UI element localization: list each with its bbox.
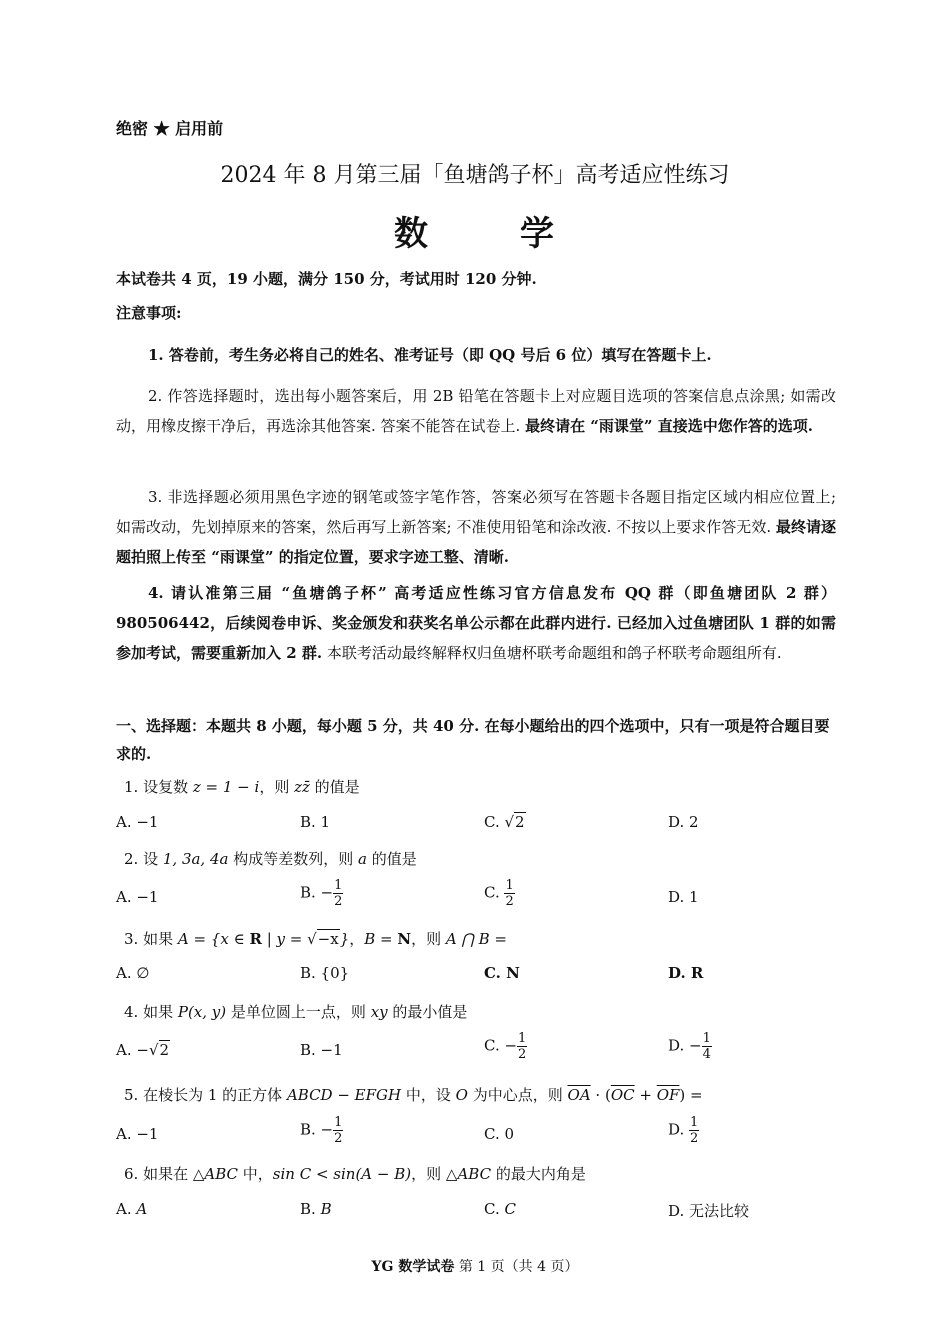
notice-3-bold: 最终请逐题拍照上传至 “雨课堂” 的指定位置，要求字迹工整、清晰.	[116, 518, 836, 566]
q5-option-b[interactable]	[300, 1115, 343, 1146]
q6-b-label: B.	[300, 1200, 321, 1218]
frac-den: 2	[690, 1131, 699, 1146]
frac-den: 4	[702, 1047, 711, 1062]
q1-mid: ，则	[259, 778, 295, 796]
q3-math-d: }	[339, 930, 350, 948]
q3-mid2: ，则	[411, 930, 446, 948]
q6-mid: 中，	[238, 1165, 273, 1183]
q2-b-label: B. −	[300, 883, 334, 902]
frac-den: 2	[334, 894, 343, 909]
q5-vector-oa: $\overline{OA}$	[567, 1086, 591, 1104]
q6-c-label: C.	[484, 1200, 505, 1218]
q4-option-a[interactable]: A. −√2	[116, 1041, 170, 1059]
frac-num: 1	[334, 878, 343, 893]
q4-math: P(x, y)	[177, 1003, 227, 1021]
subject-char-2: 学	[520, 214, 556, 254]
q5-option-c[interactable]: C. 0	[484, 1125, 515, 1143]
q6-option-d[interactable]: D. 无法比较	[668, 1202, 750, 1220]
q5-d-label: D.	[668, 1120, 690, 1139]
notice-3-text: 3. 非选择题必须用黑色字迹的钢笔或签字笔作答，答案必须写在答题卡各题目指定区域内相应位置上; 如需改动，先划掉原来的答案，然后再写上新答案; 不准使用铅笔和涂改液. 不按以上要求作答无效.	[116, 488, 836, 536]
q6-b-var: B	[320, 1200, 332, 1218]
q6-option-a[interactable]	[116, 1200, 147, 1218]
q2-math: 1, 3a, 4a	[162, 850, 229, 868]
notice-heading: 注意事项:	[116, 304, 182, 322]
q3-math-a: A = {x ∈	[177, 930, 250, 948]
q5-vector-oc: $\overline{OC}$	[610, 1086, 635, 1104]
question-5	[124, 1084, 703, 1105]
q1-option-d[interactable]: D. 2	[668, 813, 699, 831]
q5-math2: O	[455, 1086, 468, 1104]
q5-stem: 5. 在棱长为 1 的正方体	[124, 1086, 287, 1104]
q6-c-var: C	[504, 1200, 516, 1218]
notice-1	[116, 340, 836, 370]
notice-4-bold: 4. 请认准第三届 “鱼塘鸽子杯” 高考适应性练习官方信息发布 QQ 群（即鱼塘团队 2 群）980506442，后续阅卷申诉、奖金颁发和获奖名单公示都在此群内进行. 已经加入过鱼塘团队 1 群的如需参加考试，需要重新加入 2 群.	[116, 584, 836, 662]
exam-title: 2024 年 8 月第三届「鱼塘鸽子杯」高考适应性练习	[220, 163, 730, 188]
frac-den: 2	[334, 1131, 343, 1146]
q6-option-c[interactable]	[484, 1200, 516, 1218]
question-2	[124, 848, 417, 869]
q3-math-e: B =	[364, 930, 398, 948]
q3-radicand: −x	[317, 930, 339, 948]
q1-c-label: C.	[484, 813, 505, 831]
q1-option-c[interactable]: C. √2	[484, 813, 525, 831]
q5-post: ) =	[679, 1086, 703, 1104]
q6-a-label: A.	[116, 1200, 137, 1218]
notice-2-text: 2. 作答选择题时，选出每小题答案后，用 2B 铅笔在答题卡上对应题目选项的答案信息点涂黑; 如需改动，用橡皮擦干净后，再选涂其他答案. 答案不能答在试卷上.	[116, 387, 836, 435]
q4-math2: xy	[370, 1003, 388, 1021]
footer-title: YG 数学试卷	[371, 1259, 455, 1275]
q2-option-d[interactable]: D. 1	[668, 888, 699, 906]
q6-math2: sin C < sin(A − B)	[272, 1165, 412, 1183]
q6-stem: 6. 如果在	[124, 1165, 193, 1183]
notice-1-text: 1. 答卷前，考生务必将自己的姓名、准考证号（即 QQ 号后 6 位）填写在答题卡上.	[148, 346, 712, 364]
q3-stem: 3. 如果	[124, 930, 178, 948]
q2-var: a	[358, 850, 367, 868]
frac-num: 1	[505, 878, 514, 893]
subject-char-1: 数	[394, 214, 430, 254]
q4-d-fraction	[702, 1031, 712, 1062]
q1-math2: zz̄	[294, 778, 310, 796]
exam-info-line: 本试卷共 4 页，19 小题，满分 150 分，考试用时 120 分钟.	[116, 270, 537, 288]
frac-num: 1	[518, 1031, 527, 1046]
notice-3	[116, 482, 836, 572]
q6-math: △ABC	[192, 1165, 239, 1183]
q3-option-d[interactable]: D. R	[668, 964, 704, 982]
q2-c-fraction	[504, 878, 514, 909]
q1-post: 的值是	[309, 778, 360, 796]
q2-b-fraction	[333, 878, 343, 909]
q1-c-radicand: 2	[515, 813, 525, 831]
q4-post: 的最小值是	[387, 1003, 468, 1021]
page-footer	[0, 1256, 950, 1276]
q6-a-var: A	[136, 1200, 148, 1218]
frac-den: 2	[518, 1047, 527, 1062]
q1-option-b[interactable]: B. 1	[300, 813, 331, 831]
q4-c-label: C. −	[484, 1036, 518, 1055]
q4-a-radicand: 2	[159, 1041, 170, 1059]
q5-mid: 中，设	[401, 1086, 456, 1104]
q6-math3: △ABC	[445, 1165, 492, 1183]
q5-vector-of: $\overline{OF}$	[656, 1086, 680, 1104]
q4-stem: 4. 如果	[124, 1003, 178, 1021]
notice-2	[116, 381, 836, 441]
q4-a-label: A. −	[116, 1041, 149, 1059]
q2-option-c[interactable]	[484, 878, 515, 909]
q4-mid: 是单位圆上一点，则	[226, 1003, 371, 1021]
q5-mid2: 为中心点，则	[467, 1086, 568, 1104]
q3-mid: ，	[349, 930, 365, 948]
q4-option-d[interactable]	[668, 1031, 712, 1062]
frac-num: 1	[702, 1031, 711, 1046]
q3-math-f: N	[397, 930, 412, 948]
q2-option-b[interactable]	[300, 878, 343, 909]
secret-mark: 绝密 ★ 启用前	[116, 119, 224, 138]
q3-math-c: | y =	[261, 930, 308, 948]
notice-4	[116, 578, 836, 668]
q1-option-a[interactable]: A. −1	[116, 813, 159, 831]
section-1-heading: 一、选择题：本题共 8 小题，每小题 5 分，共 40 分. 在每小题给出的四个选项中，只有一项是符合题目要求的.	[116, 717, 830, 763]
subject-title	[0, 206, 950, 255]
notice-4-text: 本联考活动最终解释权归鱼塘杯联考命题组和鸽子杯联考命题组所有.	[322, 644, 782, 662]
q2-option-a[interactable]: A. −1	[116, 888, 159, 906]
q4-option-c[interactable]	[484, 1031, 527, 1062]
q6-option-b[interactable]	[300, 1200, 332, 1218]
question-3: 3. 如果 A = {x ∈ R | y = √−x}，B = N，则 A ⋂ B =	[124, 930, 507, 948]
q5-plus: +	[634, 1086, 657, 1104]
footer-page-number: 第 1 页（共 4 页）	[454, 1259, 579, 1275]
q6-post: 的最大内角是	[491, 1165, 586, 1183]
q1-math: z = 1 − i	[192, 778, 260, 796]
question-4	[124, 1001, 467, 1022]
q5-dot: · (	[590, 1086, 611, 1104]
q3-math-b: R	[249, 930, 262, 948]
q5-d-fraction	[689, 1115, 699, 1146]
q4-c-fraction	[517, 1031, 527, 1062]
q4-d-label: D. −	[668, 1036, 702, 1055]
q2-post2: 的值是	[366, 850, 417, 868]
q5-b-fraction	[333, 1115, 343, 1146]
q1-stem: 1. 设复数	[124, 778, 193, 796]
q5-option-a[interactable]: A. −1	[116, 1125, 159, 1143]
q4-option-b[interactable]: B. −1	[300, 1041, 343, 1059]
question-1	[124, 776, 360, 797]
q3-option-a[interactable]: A. ∅	[116, 964, 150, 982]
question-6	[124, 1163, 586, 1184]
frac-num: 1	[690, 1115, 699, 1130]
notice-2-bold: 最终请在 “雨课堂” 直接选中您作答的选项.	[525, 417, 814, 435]
q2-stem: 2. 设	[124, 850, 163, 868]
q5-math: ABCD − EFGH	[286, 1086, 402, 1104]
q5-option-d[interactable]	[668, 1115, 699, 1146]
frac-num: 1	[334, 1115, 343, 1130]
q3-option-b[interactable]: B. {0}	[300, 964, 350, 982]
q2-post: 构成等差数列，则	[228, 850, 358, 868]
q3-option-c[interactable]: C. N	[484, 964, 520, 982]
q2-c-label: C.	[484, 883, 505, 902]
q5-b-label: B. −	[300, 1120, 334, 1139]
q6-mid2: ，则	[411, 1165, 446, 1183]
frac-den: 2	[505, 894, 514, 909]
q3-math-g: A ⋂ B =	[445, 930, 507, 948]
